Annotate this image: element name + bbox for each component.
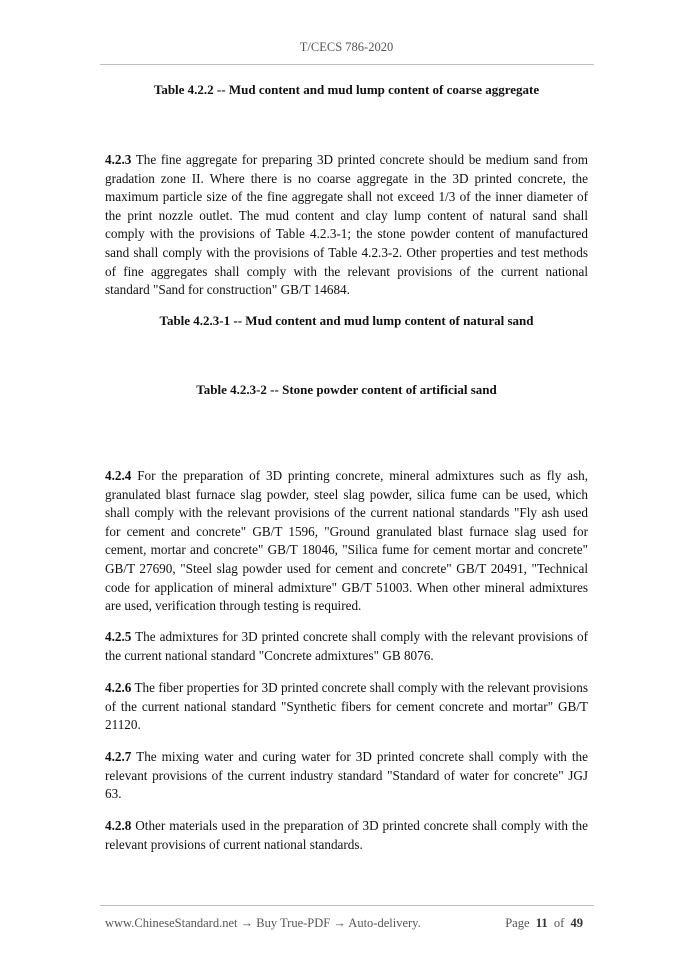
clause-text: The mixing water and curing water for 3D printed concrete shall comply with the relevant provisions of the current industry standard "Standard of water for concrete" JGJ 63. <box>105 749 588 802</box>
total-pages-number: 49 <box>570 916 583 930</box>
clause-text: The fine aggregate for preparing 3D printed concrete should be medium sand from gradation zone II. Where there is no coarse aggregate in the 3D printed concrete, the maximum particle size of the fine aggregate shall not exceed 1/3 of the inner diameter of the print nozzle outlet. The mud content and clay lump content of natural sand shall comply with the provisions of Table 4.2.3-1; the stone powder content of manufactured sand shall comply with the provisions of Table 4.2.3-2. Other properties and test methods of fine aggregates shall comply with the relevant provisions of the current national standard "Sand for construction" GB/T 14684. <box>105 152 588 298</box>
clause-4-2-3 <box>105 151 588 300</box>
clause-number: 4.2.4 <box>105 468 132 483</box>
page-label: Page <box>505 916 530 930</box>
clause-4-2-4 <box>105 467 588 616</box>
current-page-number: 11 <box>535 916 548 930</box>
clause-text: For the preparation of 3D printing concrete, mineral admixtures such as fly ash, granulated blast furnace slag powder, steel slag powder, silica fume can be used, which shall comply with the relevant provisions of the current national standards "Fly ash used for cement and concrete" GB/T 1596, "Ground granulated blast furnace slag used for cement, mortar and concrete" GB/T 18046, "Silica fume for cement mortar and concrete" GB/T 27690, "Steel slag powder used for cement and concrete" GB/T 20491, "Technical code for application of mineral admixture" GB/T 51003. When other mineral admixtures are used, verification through testing is required. <box>105 468 588 614</box>
clause-number: 4.2.6 <box>105 680 132 695</box>
page-indicator <box>505 916 583 931</box>
clause-text: Other materials used in the preparation of 3D printed concrete shall comply with the relevant provisions of current national standards. <box>105 818 588 852</box>
site-link[interactable]: www.ChineseStandard.net → Buy True-PDF → Auto-delivery. <box>105 916 421 930</box>
clause-4-2-7 <box>105 748 588 804</box>
footer-divider <box>100 905 594 906</box>
table-4-2-3-2-caption: Table 4.2.3-2 -- Stone powder content of artificial sand <box>196 382 497 397</box>
clause-4-2-5 <box>105 628 588 665</box>
clause-number: 4.2.7 <box>105 749 132 764</box>
header-divider <box>100 64 594 65</box>
clause-text: The fiber properties for 3D printed concrete shall comply with the relevant provisions of the current national standard "Synthetic fibers for cement concrete and mortar" GB/T 21120. <box>105 680 588 733</box>
table-4-2-2-caption: Table 4.2.2 -- Mud content and mud lump content of coarse aggregate <box>153 82 540 97</box>
table-4-2-3-1-caption: Table 4.2.3-1 -- Mud content and mud lump content of natural sand <box>159 313 534 328</box>
document-code-header: T/CECS 786-2020 <box>299 40 394 54</box>
page-of-label: of <box>553 916 565 930</box>
clause-text: The admixtures for 3D printed concrete shall comply with the relevant provisions of the current national standard "Concrete admixtures" GB 8076. <box>105 629 588 663</box>
clause-number: 4.2.5 <box>105 629 132 644</box>
clause-number: 4.2.3 <box>105 152 132 167</box>
clause-4-2-6 <box>105 679 588 735</box>
clause-number: 4.2.8 <box>105 818 132 833</box>
clause-4-2-8 <box>105 817 588 854</box>
